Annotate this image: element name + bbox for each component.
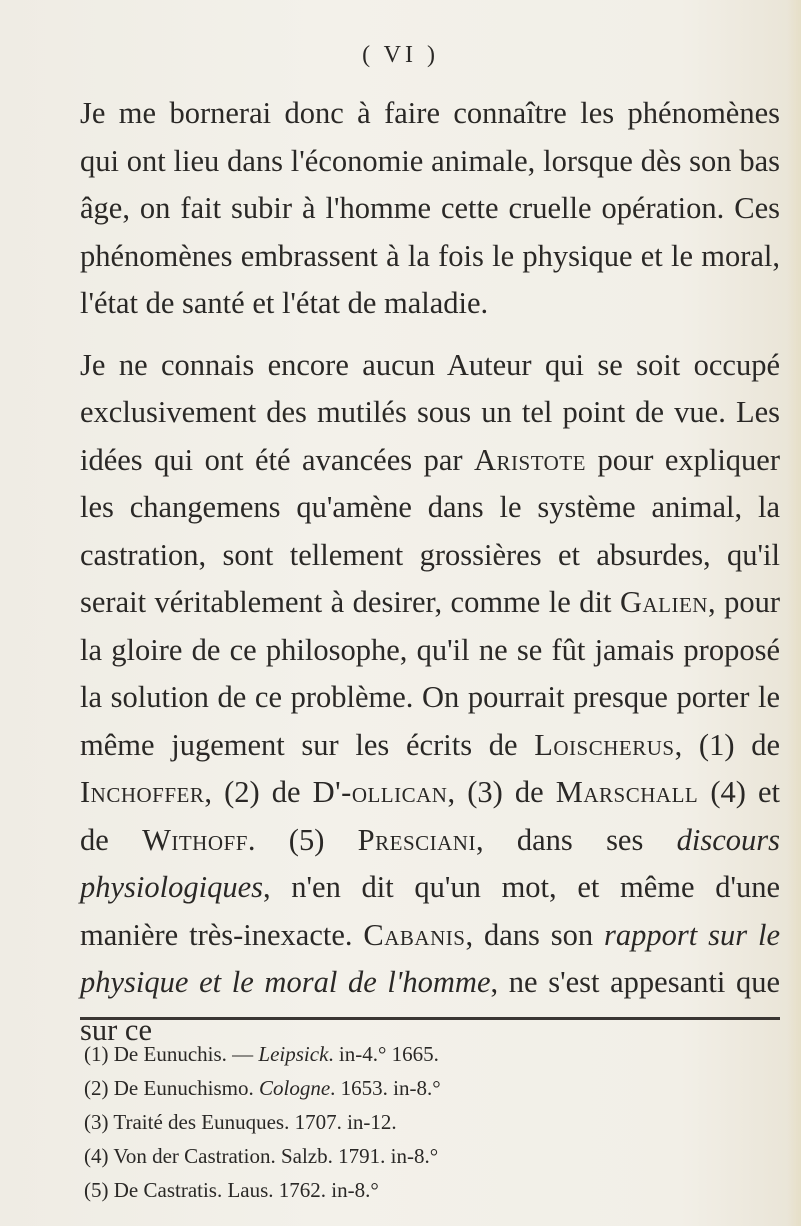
footnote-text: Traité des Eunuques. 1707. in-12.	[108, 1110, 397, 1134]
p2-text-d: , (1) de	[674, 727, 780, 762]
footnote-number: (2)	[84, 1076, 109, 1100]
footnote-5	[84, 1173, 774, 1207]
footnote-text: De Castratis. Laus. 1762. in-8.°	[108, 1178, 379, 1202]
name-inchoffer: Inchoffer	[80, 775, 205, 809]
title-rapport: rapport sur le physique et le moral de l'homme	[80, 917, 780, 999]
name-cabanis: Cabanis	[363, 917, 466, 952]
main-text	[80, 90, 780, 1054]
footnote-number: (4)	[84, 1144, 109, 1168]
footnote-3	[84, 1105, 774, 1139]
footnote-place: Cologne	[258, 1076, 331, 1100]
name-presciani: Presciani	[357, 822, 476, 857]
p2-text-k: , dans son	[465, 917, 604, 952]
paragraph-1: Je me bornerai donc à faire connaître les phénomènes qui ont lieu dans l'économie animale, lorsque dès son bas âge, on fait subir à l'homme cette cruelle opération. Ces phénomènes embrassent à la fois le physique et le moral, l'état de santé et l'état de maladie.	[80, 96, 780, 320]
paragraph-2	[80, 342, 780, 1055]
footnote-text: De Eunuchis. —	[108, 1042, 259, 1066]
name-withoff: Withoff	[142, 822, 248, 857]
footnote-text: De Eunuchismo.	[108, 1076, 259, 1100]
footnote-rule	[80, 1017, 780, 1020]
footnote-text-end: . 1653. in-8.°	[330, 1076, 441, 1100]
p2-text-j: , n'en dit qu'un mot, et même d'une manière très-inexacte.	[80, 870, 780, 952]
footnote-number: (1)	[84, 1042, 109, 1066]
p2-text-c: , pour la gloire de ce philosophe, qu'il ne se fût jamais proposé la solution de ce problème. On pourrait presque porter le même jugement sur les écrits de	[80, 585, 780, 762]
footnote-2	[84, 1071, 774, 1105]
name-aristote: Aristote	[473, 442, 586, 477]
name-loischerus: Loischerus	[534, 727, 675, 762]
p2-text-f: , (3) de	[447, 775, 556, 809]
footnote-number: (5)	[84, 1178, 109, 1202]
p2-text-h: . (5)	[247, 822, 358, 857]
name-galien: Galien	[619, 585, 708, 619]
page-edge-shadow	[787, 0, 801, 1226]
page-number-header: ( VI )	[362, 42, 439, 68]
name-marschall: Marschall	[555, 775, 699, 809]
footnote-1	[84, 1037, 774, 1071]
footnote-text-end: . in-4.° 1665.	[328, 1042, 439, 1066]
p2-text-e: , (2) de	[204, 775, 313, 809]
footnotes	[84, 1037, 774, 1207]
title-discours: discours physiologiques	[80, 822, 780, 904]
p2-text-g: (4) et de	[80, 775, 781, 857]
footnote-4	[84, 1139, 774, 1173]
footnote-place: Leipsick	[258, 1042, 329, 1066]
p2-text-b: pour expliquer les changemens qu'amène dans le système animal, la castration, sont tellement grossières et absurdes, qu'il serait véritablement à desirer, comme le dit	[80, 442, 780, 619]
p2-text-l: , ne s'est appesanti que sur ce	[80, 965, 780, 1047]
name-ollican: D'-ollican	[312, 775, 448, 809]
p2-text-i: , dans ses	[475, 822, 677, 857]
footnote-number: (3)	[84, 1110, 109, 1134]
footnote-text: Von der Castration. Salzb. 1791. in-8.°	[108, 1144, 439, 1168]
p2-text-a: Je ne connais encore aucun Auteur qui se soit occupé exclusivement des mutilés sous un tel point de vue. Les idées qui ont été avancées par	[80, 347, 780, 477]
